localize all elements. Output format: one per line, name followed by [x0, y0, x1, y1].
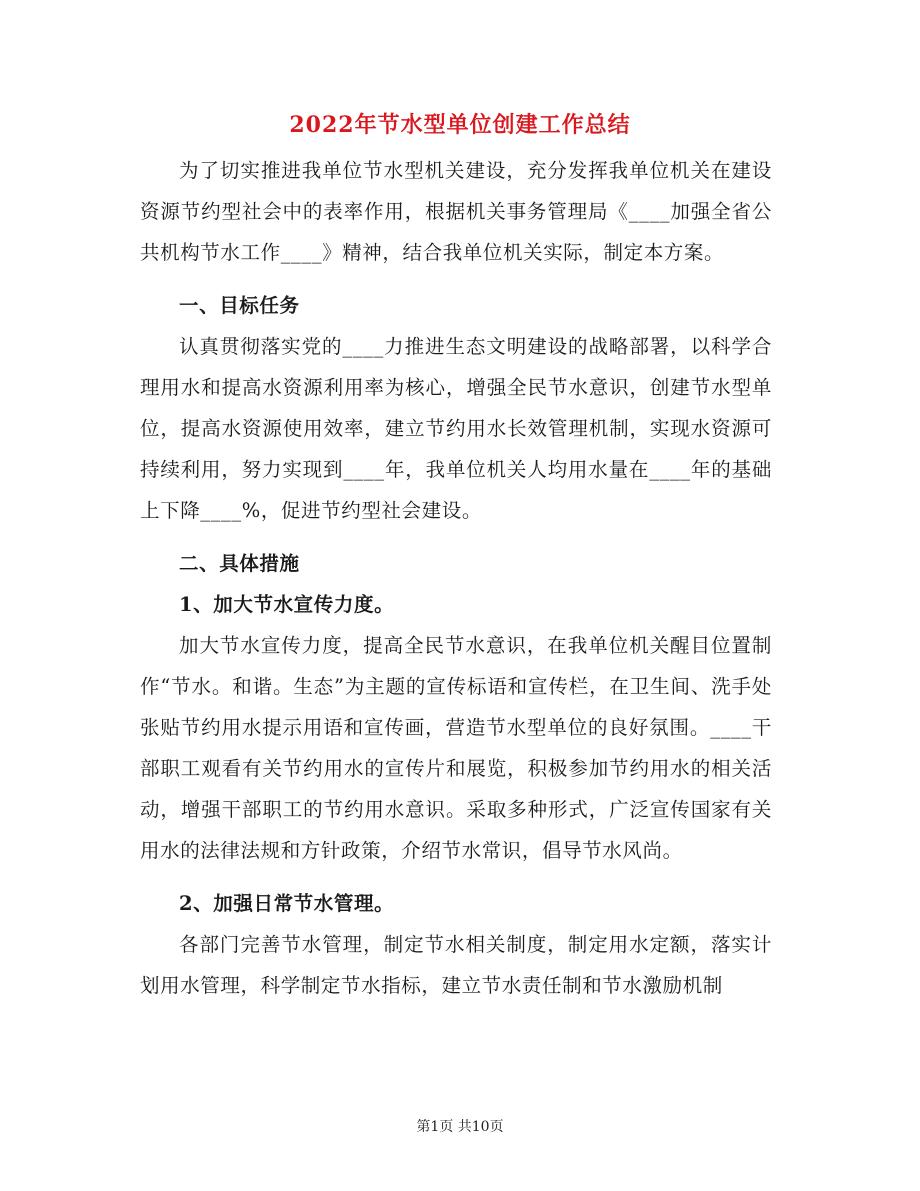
subsection-heading-management: 2、加强日常节水管理。 — [179, 892, 395, 915]
section-heading-goals: 一、目标任务 — [179, 294, 300, 317]
goals-paragraph: 认真贯彻落实党的____力推进生态文明建设的战略部署，以科学合理用水和提高水资源利用率为核心，增强全民节水意识，创建节水型单位，提高水资源使用效率，建立节约用水长效管理机制，实现水资源可持续利用，努力实现到____年，我单位机关人均用水量在____年的基础上下降____%，促进节约型社会建设。 — [140, 335, 772, 522]
page-indicator: 第1页 共10页 — [416, 1119, 504, 1135]
intro-paragraph: 为了切实推进我单位节水型机关建设，充分发挥我单位机关在建设资源节约型社会中的表率作用，根据机关事务管理局《____加强全省公共机构节水工作____》精神，结合我单位机关实际，制定本方案。 — [140, 159, 772, 264]
subsection-heading-publicity: 1、加大节水宣传力度。 — [179, 593, 395, 616]
publicity-paragraph: 加大节水宣传力度，提高全民节水意识，在我单位机关醒目位置制作“节水。和谐。生态”为主题的宣传标语和宣传栏，在卫生间、洗手处张贴节约用水提示用语和宣传画，营造节水型单位的良好氛围。____干部职工观看有关节约用水的宣传片和展览，积极参加节约用水的相关活动，增强干部职工的节约用水意识。采取多种形式，广泛宣传国家有关用水的法律法规和方针政策，介绍节水常识，倡导节水风尚。 — [140, 634, 772, 862]
document-title: 2022年节水型单位创建工作总结 — [289, 112, 631, 138]
management-paragraph: 各部门完善节水管理，制定节水相关制度，制定用水定额，落实计划用水管理，科学制定节水指标，建立节水责任制和节水激励机制 — [140, 933, 772, 997]
document-body — [140, 150, 772, 1006]
section-heading-measures: 二、具体措施 — [179, 552, 300, 575]
